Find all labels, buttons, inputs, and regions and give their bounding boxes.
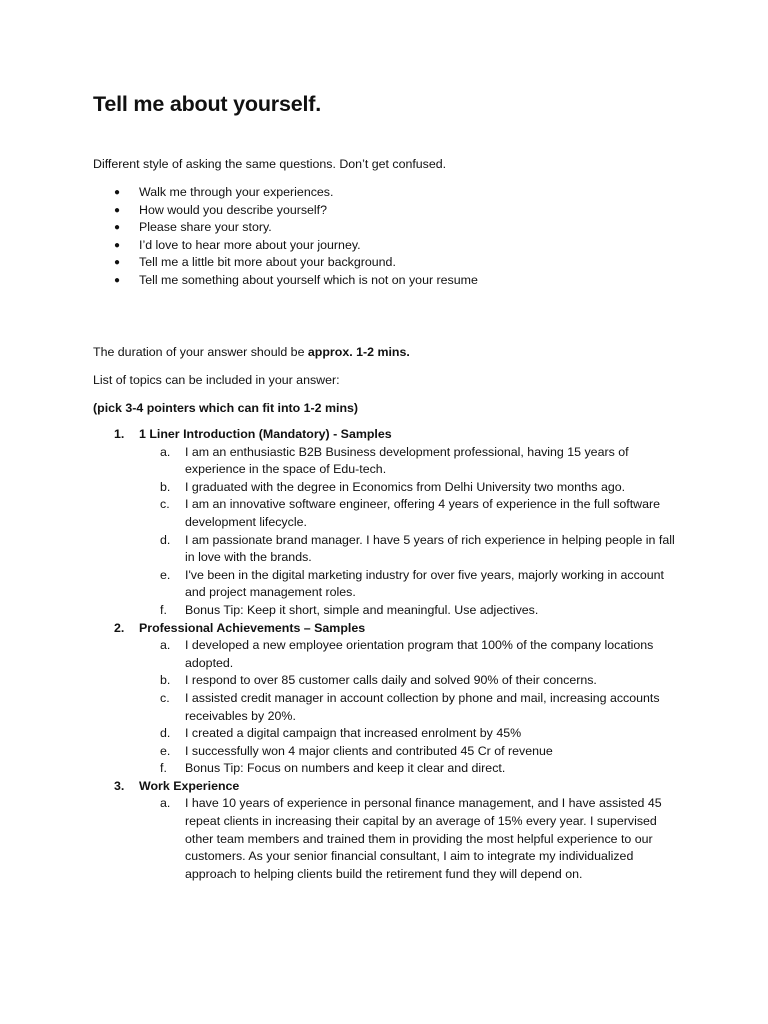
section-heading: Professional Achievements – Samples: [139, 620, 366, 635]
item-text: I graduated with the degree in Economics from Delhi University two months ago.: [185, 479, 626, 494]
item-letter: a.: [160, 796, 171, 811]
bullet-icon: ●: [114, 257, 121, 269]
list-item-text: Tell me something about yourself which is not on your resume: [139, 272, 478, 287]
item-letter: c.: [160, 497, 170, 512]
item-letter: d.: [160, 726, 171, 741]
sample-item: [139, 672, 683, 690]
bullet-icon: ●: [114, 187, 121, 198]
list-item: [93, 254, 478, 272]
section-number: 1.: [114, 427, 125, 441]
list-item: [93, 272, 478, 290]
list-item-text: I’d love to hear more about your journey.: [139, 237, 361, 252]
topics-list: [93, 426, 683, 883]
duration-value: approx. 1-2 mins.: [307, 345, 410, 359]
topics-intro: List of topics can be included in your answer:: [93, 373, 340, 387]
list-item: [93, 184, 478, 202]
section-item: [93, 426, 683, 620]
item-letter: f.: [160, 602, 167, 617]
list-item: [93, 237, 478, 255]
sample-item: [139, 567, 683, 602]
sample-item: [139, 479, 683, 497]
section-item: [93, 778, 683, 884]
document-page: [93, 88, 693, 881]
item-text: I have 10 years of experience in personal finance management, and I have assisted 45 repeat clients in increasing their capital by an average of 15% every year. I supervised other team members and trained them in providing the most helpful experience to our customers. As your senior financial consultant, I aim to integrate my individualized approach to helping clients build the retirement fund they will depend on.: [185, 796, 662, 881]
item-text: I am an enthusiastic B2B Business development professional, having 15 years of experience in the space of Edu-tech.: [185, 444, 629, 477]
sample-item: [139, 760, 683, 778]
list-item-text: Walk me through your experiences.: [139, 185, 334, 199]
sample-item: [139, 690, 683, 725]
item-text: I respond to over 85 customer calls daily and solved 90% of their concerns.: [185, 673, 597, 688]
item-text: Bonus Tip: Focus on numbers and keep it clear and direct.: [185, 761, 506, 776]
sample-list: [139, 795, 683, 883]
bullet-icon: ●: [114, 274, 121, 286]
list-item: [93, 219, 478, 237]
bullet-icon: ●: [114, 239, 121, 251]
page-title: Tell me about yourself.: [93, 92, 321, 116]
item-letter: e.: [160, 743, 171, 758]
item-letter: a.: [160, 444, 171, 459]
item-letter: f.: [160, 761, 167, 776]
sample-item: [139, 532, 683, 567]
item-letter: e.: [160, 567, 171, 582]
section-item: [93, 620, 683, 778]
duration-prefix: The duration of your answer should be: [93, 345, 308, 359]
bullet-icon: ●: [114, 204, 121, 216]
sample-list: [139, 637, 683, 778]
list-item-text: Tell me a little bit more about your background.: [139, 255, 396, 270]
list-item-text: Please share your story.: [139, 220, 272, 235]
sample-item: [139, 444, 683, 479]
sample-item: [139, 602, 683, 620]
sample-list: [139, 444, 683, 620]
duration-text: [93, 345, 410, 359]
sample-item: [139, 637, 683, 672]
item-text: Bonus Tip: Keep it short, simple and meaningful. Use adjectives.: [185, 602, 539, 617]
item-text: I've been in the digital marketing industry for over five years, majorly working in account and project management roles.: [185, 567, 664, 600]
item-text: I created a digital campaign that increased enrolment by 45%: [185, 726, 522, 741]
topics-note: (pick 3-4 pointers which can fit into 1-2 mins): [93, 401, 359, 415]
intro-text: Different style of asking the same questions. Don’t get confused.: [93, 157, 447, 171]
section-heading: Work Experience: [139, 778, 240, 793]
section-heading: 1 Liner Introduction (Mandatory) - Samples: [139, 427, 392, 441]
item-letter: d.: [160, 532, 171, 547]
item-letter: b.: [160, 479, 171, 494]
section-number: 3.: [114, 778, 125, 793]
item-text: I am an innovative software engineer, offering 4 years of experience in the full software development lifecycle.: [185, 497, 661, 529]
item-text: I developed a new employee orientation program that 100% of the company locations adopted.: [185, 638, 654, 670]
sample-item: [139, 795, 683, 883]
bullet-icon: ●: [114, 222, 121, 234]
sample-item: [139, 743, 683, 761]
question-variants-list: [93, 184, 478, 290]
list-item-text: How would you describe yourself?: [139, 202, 328, 217]
item-text: I assisted credit manager in account collection by phone and mail, increasing accounts receivables by 20%.: [185, 690, 660, 723]
item-text: I successfully won 4 major clients and contributed 45 Cr of revenue: [185, 743, 553, 758]
sample-item: [139, 725, 683, 743]
list-item: [93, 202, 478, 220]
item-letter: c.: [160, 690, 170, 705]
item-letter: b.: [160, 673, 171, 688]
section-number: 2.: [114, 620, 125, 635]
item-letter: a.: [160, 638, 171, 653]
item-text: I am passionate brand manager. I have 5 years of rich experience in helping people in fall in love with the brands.: [185, 532, 675, 565]
sample-item: [139, 496, 683, 531]
